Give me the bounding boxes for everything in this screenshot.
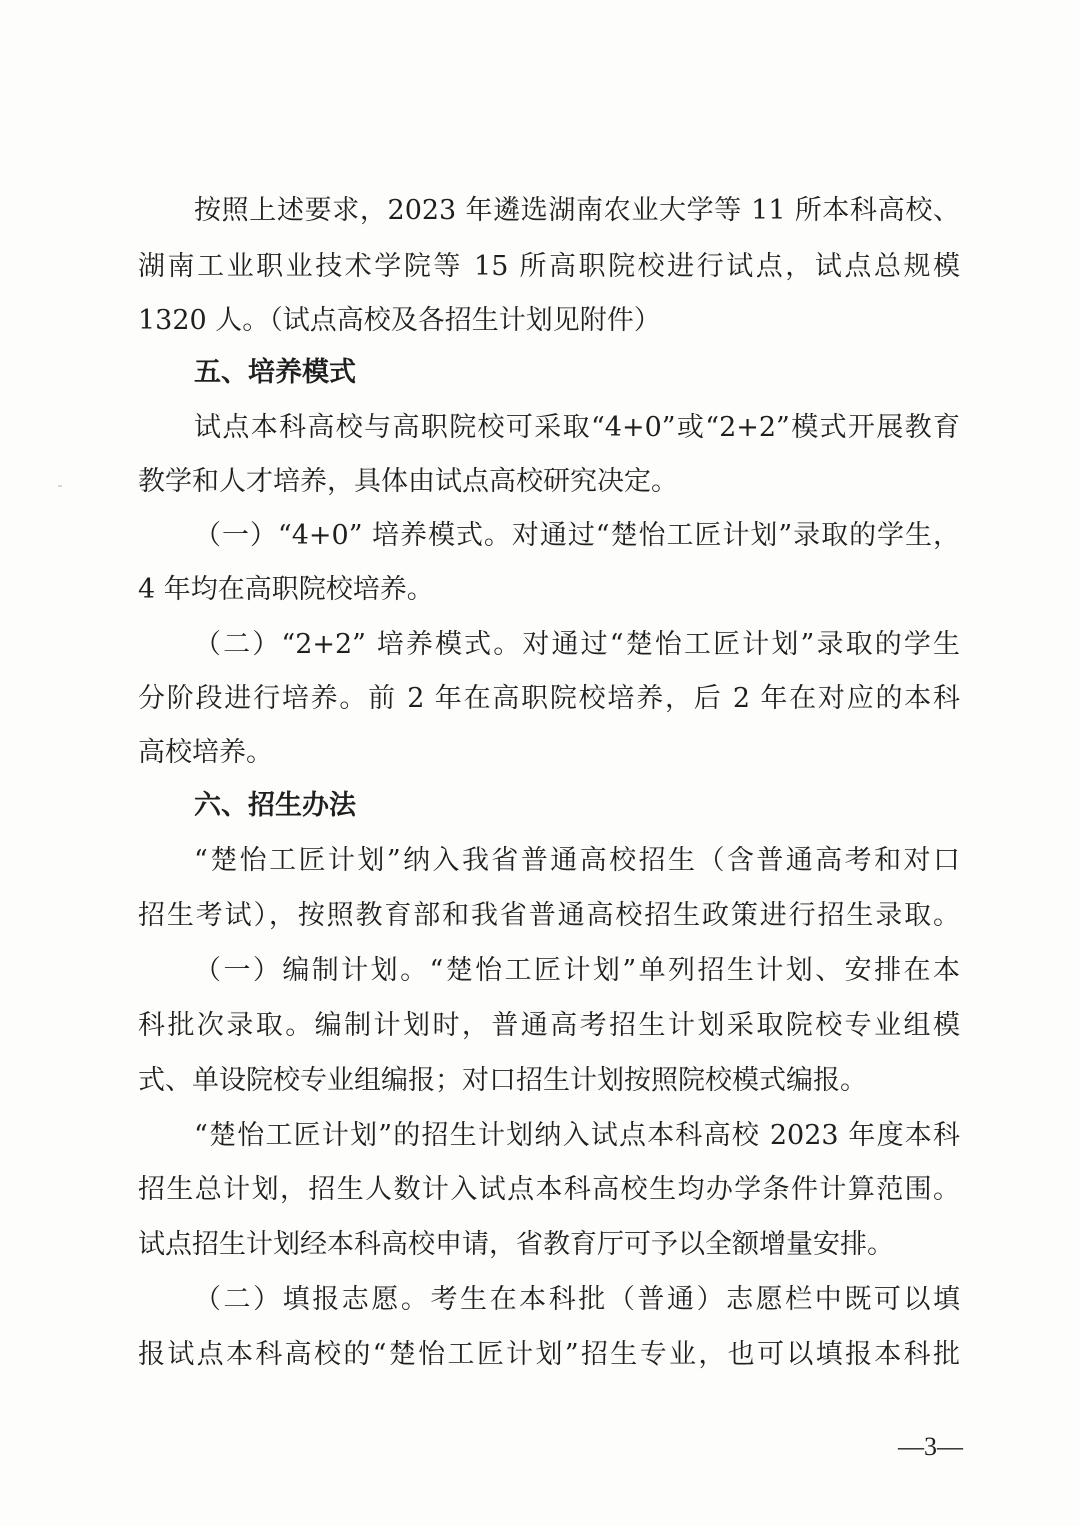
paragraph-line: “楚怡工匠计划”纳入我省普通高校招生（含普通高考和对口 — [194, 845, 960, 876]
paragraph-line: 4 年均在高职院校培养。 — [138, 574, 434, 605]
section-heading-training-mode: 五、培养模式 — [194, 357, 356, 388]
paragraph-line: （一）编制计划。“楚怡工匠计划”单列招生计划、安排在本 — [194, 955, 960, 986]
paragraph-line: （二）填报志愿。考生在本科批（普通）志愿栏中既可以填 — [194, 1284, 960, 1315]
paragraph-line: 科批次录取。编制计划时，普通高考招生计划采取院校专业组模 — [138, 1010, 960, 1041]
paragraph-line: 分阶段进行培养。前 2 年在高职院校培养，后 2 年在对应的本科 — [138, 683, 960, 714]
paragraph-line: 试点招生计划经本科高校申请，省教育厅可予以全额增量安排。 — [138, 1229, 894, 1260]
paragraph-line: 1320 人。（试点高校及各招生计划见附件） — [138, 305, 661, 336]
paragraph-line: 报试点本科高校的“楚怡工匠计划”招生专业，也可以填报本科批 — [138, 1339, 960, 1370]
paragraph-line: （一）“4+0” 培养模式。对通过“楚怡工匠计划”录取的学生， — [194, 520, 960, 551]
paragraph-line: （二）“2+2” 培养模式。对通过“楚怡工匠计划”录取的学生 — [194, 629, 960, 660]
paragraph-line: 招生总计划，招生人数计入试点本科高校生均办学条件计算范围。 — [138, 1174, 960, 1205]
paragraph-line: 式、单设院校专业组编报；对口招生计划按照院校模式编报。 — [138, 1065, 867, 1096]
paragraph-line: 试点本科高校与高职院校可采取“4+0”或“2+2”模式开展教育 — [194, 412, 960, 443]
paragraph-line: 教学和人才培养，具体由试点高校研究决定。 — [138, 466, 678, 497]
scan-speck — [58, 485, 62, 487]
page-number: —3— — [898, 1432, 963, 1461]
paragraph-line: “楚怡工匠计划”的招生计划纳入试点本科高校 2023 年度本科 — [194, 1120, 960, 1151]
paragraph-line: 湖南工业职业技术学院等 15 所高职院校进行试点，试点总规模 — [138, 251, 960, 282]
section-heading-admission-method: 六、招生办法 — [194, 790, 356, 821]
paragraph-line: 按照上述要求，2023 年遴选湖南农业大学等 11 所本科高校、 — [194, 195, 960, 226]
paragraph-line: 高校培养。 — [138, 737, 273, 768]
paragraph-line: 招生考试），按照教育部和我省普通高校招生政策进行招生录取。 — [138, 900, 960, 931]
